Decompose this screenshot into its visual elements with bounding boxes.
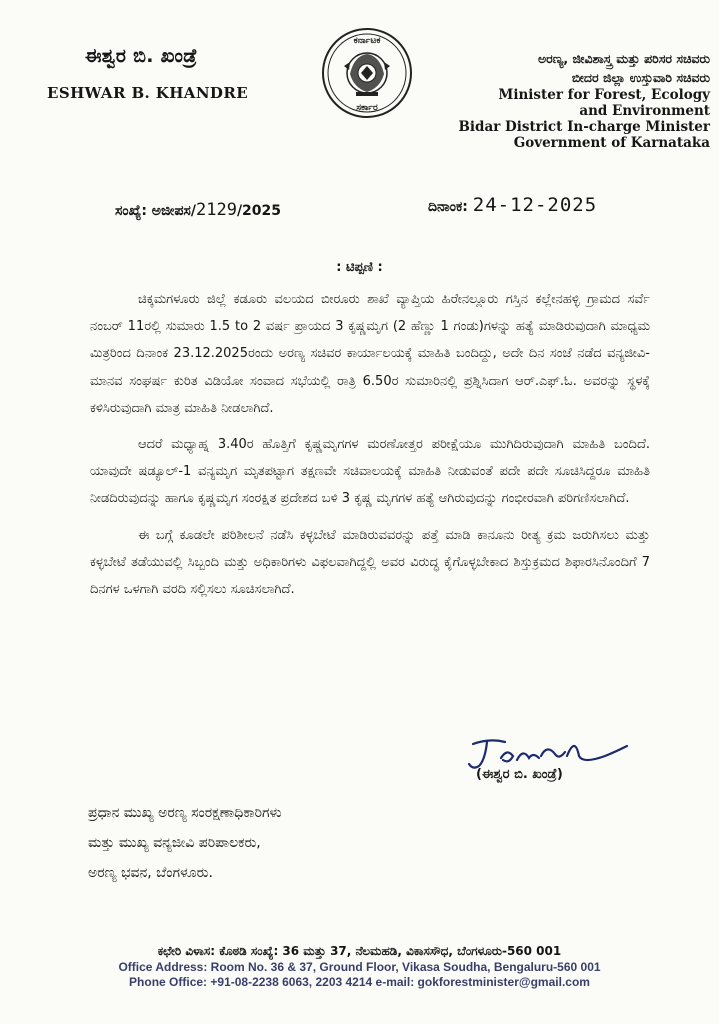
note-heading: : ಟಿಪ್ಪಣಿ :	[336, 260, 383, 275]
addressee-line-3: ಅರಣ್ಯ ಭವನ, ಬೆಂಗಳೂರು.	[88, 865, 213, 881]
signatory-name: (ಈಶ್ವರ ಬಿ. ಖಂಡ್ರೆ)	[476, 767, 563, 782]
addressee-block	[88, 798, 282, 888]
paragraph-2: ಆದರೆ ಮಧ್ಯಾಹ್ನ 3.40ರ ಹೊತ್ತಿಗೆ ಕೃಷ್ಣಮೃಗಗಳ ಮರಣೋತ್ತರ ಪರೀಕ್ಷೆಯೂ ಮುಗಿದಿರುವುದಾಗಿ ಮಾಹಿತಿ ಬಂದಿದೆ. ಯಾವುದೇ ಷಡ್ಯೂಲ್-1 ವನ್ಯಮೃಗ ಮೃತಪಟ್ಟಾಗ ತಕ್ಷಣವೇ ಸಚಿವಾಲಯಕ್ಕೆ ಮಾಹಿತಿ ನೀಡುವಂತೆ ಪದೇ ಪದೇ ಸೂಚಿಸಿದ್ದರೂ ಮಾಹಿತಿ ನೀಡದಿರುವುದನ್ನು ಹಾಗೂ ಕೃಷ್ಣಮೃಗ ಸಂರಕ್ಷಿತ ಪ್ರದೇಶದ ಬಳಿ 3 ಕೃಷ್ಣ ಮೃಗಗಳ ಹತ್ಯೆ ಆಗಿರುವುದನ್ನು ಗಂಭೀರವಾಗಿ ಪರಿಗಣಿಸಲಾಗಿದೆ.	[90, 437, 650, 507]
reference-number	[115, 200, 281, 220]
minister-name-english: ESHWAR B. KHANDRE	[47, 84, 249, 102]
emblem-text-bottom: ಸರ್ಕಾರ	[356, 103, 378, 113]
title-english-line-3: Bidar District In-charge Minister	[458, 119, 710, 135]
emblem-text-top: ಕರ್ನಾಟಕ	[353, 36, 381, 46]
title-kannada-line-1: ಅರಣ್ಯ, ಜೀವಿಶಾಸ್ತ್ರ ಮತ್ತು ಪರಿಸರ ಸಚಿವರು	[537, 51, 710, 66]
title-english-line-2: and Environment	[579, 103, 710, 119]
reference-handwritten-number: 2129	[195, 200, 237, 220]
reference-label: ಸಂಖ್ಯೆ: ಅಜೀಪಸ/	[115, 203, 196, 219]
title-kannada-line-2: ಬೀದರ ಜಿಲ್ಲಾ ಉಸ್ತುವಾರಿ ಸಚಿವರು	[571, 70, 710, 85]
footer-address-english: Office Address: Room No. 36 & 37, Ground Floor, Vikasa Soudha, Bengaluru-560 001	[118, 960, 601, 974]
addressee-line-2: ಮತ್ತು ಮುಖ್ಯ ವನ್ಯಜೀವಿ ಪರಿಪಾಲಕರು,	[88, 835, 261, 851]
footer-phone-email: Phone Office: +91-08-2238 6063, 2203 4214 e-mail: gokforestminister@gmail.com	[129, 975, 590, 989]
letter-date	[428, 194, 597, 216]
footer-address-kannada: ಕಛೇರಿ ವಿಳಾಸ: ಕೊಠಡಿ ಸಂಖ್ಯೆ: 36 ಮತ್ತು 37, ನೆಲಮಹಡಿ, ವಿಕಾಸಸೌಧ, ಬೆಂಗಳೂರು-560 001	[157, 944, 562, 958]
note-body	[90, 286, 650, 612]
office-footer	[0, 942, 719, 990]
title-english-line-4: Government of Karnataka	[513, 135, 710, 151]
reference-year: /2025	[236, 203, 282, 219]
minister-name-kannada: ಈಶ್ವರ ಬಿ. ಖಂಡ್ರೆ	[85, 45, 198, 67]
title-english-line-1: Minister for Forest, Ecology	[498, 87, 710, 103]
date-label: ದಿನಾಂಕ:	[428, 199, 468, 215]
addressee-line-1: ಪ್ರಧಾನ ಮುಖ್ಯ ಅರಣ್ಯ ಸಂರಕ್ಷಣಾಧಿಕಾರಿಗಳು	[88, 805, 282, 821]
minister-title-block	[440, 49, 710, 151]
karnataka-emblem-icon	[320, 26, 414, 120]
paragraph-3: ಈ ಬಗ್ಗೆ ಕೂಡಲೇ ಪರಿಶೀಲನೆ ನಡೆಸಿ ಕಳ್ಳಬೇಟೆ ಮಾಡಿರುವವರನ್ನು ಪತ್ತೆ ಮಾಡಿ ಕಾನೂನು ರೀತ್ಯ ಕ್ರಮ ಜರುಗಿಸಲು ಮತ್ತು ಕಳ್ಳಬೇಟೆ ತಡೆಯುವಲ್ಲಿ ಸಿಬ್ಬಂದಿ ಮತ್ತು ಅಧಿಕಾರಿಗಳು ವಿಫಲವಾಗಿದ್ದಲ್ಲಿ ಅವರ ವಿರುದ್ಧ ಕೈಗೊಳ್ಳಬೇಕಾದ ಶಿಸ್ತುಕ್ರಮದ ಶಿಫಾರಸಿನೊಂದಿಗೆ 7 ದಿನಗಳ ಒಳಗಾಗಿ ವರದಿ ಸಲ್ಲಿಸಲು ಸೂಚಿಸಲಾಗಿದೆ.	[90, 527, 650, 598]
paragraph-1: ಚಿಕ್ಕಮಗಳೂರು ಜಿಲ್ಲೆ ಕಡೂರು ವಲಯದ ಬೀರೂರು ಶಾಖೆ ವ್ಯಾಪ್ತಿಯ ಹಿರೇನಲ್ಲೂರು ಗಸ್ತಿನ ಕಲ್ಲೇನಹಳ್ಳಿ ಗ್ರಾಮದ ಸರ್ವೆ ನಂಬರ್ 11ರಲ್ಲಿ ಸುಮಾರು 1.5 to 2 ವರ್ಷ ಪ್ರಾಯದ 3 ಕೃಷ್ಣಮೃಗ (2 ಹೆಣ್ಣು 1 ಗಂಡು)ಗಳನ್ನು ಹತ್ಯೆ ಮಾಡಿರುವುದಾಗಿ ಮಾಧ್ಯಮ ಮಿತ್ರರಿಂದ ದಿನಾಂಕ 23.12.2025ರಂದು ಅರಣ್ಯ ಸಚಿವರ ಕಾರ್ಯಾಲಯಕ್ಕೆ ಮಾಹಿತಿ ಬಂದಿದ್ದು, ಅದೇ ದಿನ ಸಂಜೆ ನಡೆದ ವನ್ಯಜೀವಿ-ಮಾನವ ಸಂಘರ್ಷ ಕುರಿತ ವಿಡಿಯೋ ಸಂವಾದ ಸಭೆಯಲ್ಲಿ ರಾತ್ರಿ 6.50ರ ಸುಮಾರಿನಲ್ಲಿ ಪ್ರಶ್ನಿಸಿದಾಗ ಆರ್.ಎಫ್.ಓ. ಅವರನ್ನು ಸ್ಥಳಕ್ಕೆ ಕಳಿಸಿರುವುದಾಗಿ ಮಾತ್ರ ಮಾಹಿತಿ ನೀಡಲಾಗಿದೆ.	[90, 292, 650, 416]
date-handwritten-value: 24-12-2025	[472, 194, 598, 216]
